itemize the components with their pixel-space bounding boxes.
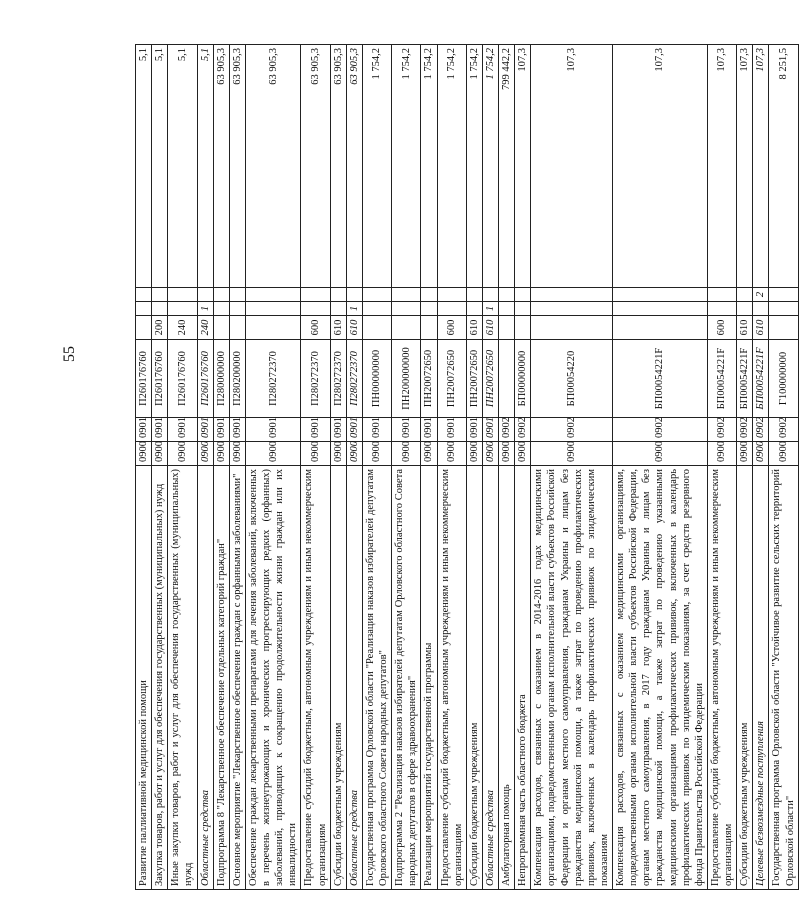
funding-subsource-cell — [499, 288, 515, 302]
row-name-cell: Целевые безвозмездные поступления — [753, 466, 769, 890]
amount-cell: 1 754,2 — [362, 45, 391, 288]
ministry-code-cell: 0900 — [168, 442, 197, 466]
ministry-code-cell: 0900 — [437, 442, 466, 466]
expense-type-cell: 610 — [346, 316, 362, 340]
section-code-cell: 0901 — [301, 418, 330, 442]
funding-source-cell — [168, 302, 197, 316]
ministry-code-cell: 0900 — [362, 442, 391, 466]
funding-subsource-cell — [515, 288, 531, 302]
table-row — [466, 45, 482, 890]
ministry-code-cell: 0900 — [769, 442, 798, 466]
expense-type-cell: 610 — [753, 316, 769, 340]
table-row — [229, 45, 245, 890]
amount-cell: 5,1 — [168, 45, 197, 288]
funding-subsource-cell — [769, 288, 798, 302]
row-name-cell: Закупка товаров, работ и услуг для обеспечения государственных (муниципальных) нужд — [152, 466, 168, 890]
budget-table — [135, 44, 799, 890]
target-article-cell: ПН20072650 — [466, 340, 482, 418]
expense-type-cell — [515, 316, 531, 340]
table-row — [346, 45, 362, 890]
row-name-cell: Амбулаторная помощь — [499, 466, 515, 890]
target-article-cell: Г100000000 — [769, 340, 798, 418]
target-article-cell: БП00054221F — [613, 340, 708, 418]
funding-subsource-cell — [437, 288, 466, 302]
table-row — [515, 45, 531, 890]
amount-cell: 1 754,2 — [482, 45, 498, 288]
expense-type-cell — [213, 316, 229, 340]
amount-cell: 107,3 — [707, 45, 736, 288]
funding-source-cell — [515, 302, 531, 316]
expense-type-cell — [421, 316, 437, 340]
funding-subsource-cell — [346, 288, 362, 302]
funding-source-cell — [737, 302, 753, 316]
target-article-cell — [499, 340, 515, 418]
expense-type-cell: 610 — [482, 316, 498, 340]
ministry-code-cell: 0900 — [499, 442, 515, 466]
funding-source-cell — [330, 302, 346, 316]
ministry-code-cell: 0900 — [421, 442, 437, 466]
funding-source-cell — [152, 302, 168, 316]
row-name-cell: Основное мероприятие "Лекарственное обеспечение граждан с орфанными заболеваниями" — [229, 466, 245, 890]
funding-source-cell — [753, 302, 769, 316]
section-code-cell: 0901 — [482, 418, 498, 442]
funding-source-cell — [421, 302, 437, 316]
funding-subsource-cell — [330, 288, 346, 302]
row-name-cell: Государственная программа Орловской области "Устойчивое развитие сельских территорий Орловской области" — [769, 466, 798, 890]
ministry-code-cell: 0900 — [229, 442, 245, 466]
funding-subsource-cell — [245, 288, 301, 302]
target-article-cell: П280000000 — [213, 340, 229, 418]
amount-cell: 107,3 — [753, 45, 769, 288]
expense-type-cell: 200 — [152, 316, 168, 340]
ministry-code-cell: 0900 — [346, 442, 362, 466]
table-row — [392, 45, 421, 890]
section-code-cell: 0901 — [466, 418, 482, 442]
funding-source-cell — [213, 302, 229, 316]
funding-source-cell — [531, 302, 613, 316]
target-article-cell: П280272370 — [346, 340, 362, 418]
target-article-cell: П280272370 — [301, 340, 330, 418]
row-name-cell: Областные средства — [482, 466, 498, 890]
ministry-code-cell: 0900 — [515, 442, 531, 466]
funding-source-cell — [136, 302, 152, 316]
section-code-cell: 0902 — [707, 418, 736, 442]
amount-cell: 107,3 — [737, 45, 753, 288]
table-row — [707, 45, 736, 890]
amount-cell: 5,1 — [136, 45, 152, 288]
table-row — [437, 45, 466, 890]
table-row — [737, 45, 753, 890]
row-name-cell: Субсидии бюджетным учреждениям — [330, 466, 346, 890]
funding-subsource-cell — [466, 288, 482, 302]
ministry-code-cell: 0900 — [136, 442, 152, 466]
ministry-code-cell: 0900 — [197, 442, 213, 466]
expense-type-cell: 610 — [330, 316, 346, 340]
table-row — [330, 45, 346, 890]
funding-subsource-cell — [152, 288, 168, 302]
ministry-code-cell: 0900 — [466, 442, 482, 466]
row-name-cell: Обеспечение граждан лекарственными препаратами для лечения заболеваний, включенных в перечень жизнеугрожающих и хронических прогрессирующих редких (орфанных) заболеваний, приводящих к сокращению продолжительности жизни граждан или их инвалидности — [245, 466, 301, 890]
amount-cell: 63 905,3 — [301, 45, 330, 288]
amount-cell: 5,1 — [152, 45, 168, 288]
table-row — [168, 45, 197, 890]
target-article-cell: ПН200000000 — [392, 340, 421, 418]
target-article-cell: П260176760 — [197, 340, 213, 418]
funding-source-cell — [301, 302, 330, 316]
amount-cell: 107,3 — [613, 45, 708, 288]
section-code-cell: 0901 — [245, 418, 301, 442]
table-row — [136, 45, 152, 890]
funding-subsource-cell — [301, 288, 330, 302]
row-name-cell: Компенсация расходов, связанных с оказанием в 2014-2016 годах медицинскими организациями, подведомственными органам исполнительной власти субъектов Российской Федерации и органам местного самоуправления, гражданам Украины и лицам без гражданства медицинской помощи, а также затрат по проведению профилактических прививок, включенных в календарь профилактических прививок по эпидемическим показаниям — [531, 466, 613, 890]
funding-source-cell — [392, 302, 421, 316]
funding-source-cell — [229, 302, 245, 316]
table-row — [213, 45, 229, 890]
target-article-cell: БП00054221F — [707, 340, 736, 418]
expense-type-cell: 240 — [168, 316, 197, 340]
section-code-cell: 0901 — [437, 418, 466, 442]
funding-subsource-cell — [482, 288, 498, 302]
funding-subsource-cell — [707, 288, 736, 302]
amount-cell: 1 754,2 — [437, 45, 466, 288]
expense-type-cell — [613, 316, 708, 340]
amount-cell: 8 251,5 — [769, 45, 798, 288]
amount-cell: 799 442,2 — [499, 45, 515, 288]
table-row — [421, 45, 437, 890]
amount-cell: 1 754,2 — [466, 45, 482, 288]
table-row — [613, 45, 708, 890]
section-code-cell: 0902 — [753, 418, 769, 442]
expense-type-cell — [136, 316, 152, 340]
row-name-cell: Субсидии бюджетным учреждениям — [737, 466, 753, 890]
amount-cell: 107,3 — [531, 45, 613, 288]
funding-subsource-cell — [531, 288, 613, 302]
row-name-cell: Подпрограмма 8 "Лекарственное обеспечение отдельных категорий граждан" — [213, 466, 229, 890]
amount-cell: 1 754,2 — [421, 45, 437, 288]
target-article-cell: П280272370 — [245, 340, 301, 418]
section-code-cell: 0901 — [213, 418, 229, 442]
expense-type-cell — [531, 316, 613, 340]
ministry-code-cell: 0900 — [330, 442, 346, 466]
expense-type-cell: 240 — [197, 316, 213, 340]
target-article-cell: П260176760 — [136, 340, 152, 418]
ministry-code-cell: 0900 — [613, 442, 708, 466]
target-article-cell: БП00000000 — [515, 340, 531, 418]
funding-source-cell — [245, 302, 301, 316]
section-code-cell: 0902 — [531, 418, 613, 442]
section-code-cell: 0901 — [330, 418, 346, 442]
section-code-cell: 0902 — [737, 418, 753, 442]
funding-source-cell — [362, 302, 391, 316]
table-row — [245, 45, 301, 890]
funding-subsource-cell — [362, 288, 391, 302]
section-code-cell: 0902 — [613, 418, 708, 442]
target-article-cell: БП00054220 — [531, 340, 613, 418]
expense-type-cell: 600 — [707, 316, 736, 340]
amount-cell: 63 905,3 — [213, 45, 229, 288]
table-row — [362, 45, 391, 890]
table-row — [152, 45, 168, 890]
target-article-cell: ПН00000000 — [362, 340, 391, 418]
row-name-cell: Развитие паллиативной медицинской помощи — [136, 466, 152, 890]
amount-cell: 63 905,3 — [346, 45, 362, 288]
row-name-cell: Государственная программа Орловской области "Реализация наказов избирателей депутатам Орловского областного Совета народных депутатов" — [362, 466, 391, 890]
amount-cell: 1 754,2 — [392, 45, 421, 288]
row-name-cell: Подпрограмма 2 "Реализация наказов избирателей депутатам Орловского областного Совета народных депутатов в сфере здравоохранения" — [392, 466, 421, 890]
funding-source-cell: 1 — [482, 302, 498, 316]
ministry-code-cell: 0900 — [245, 442, 301, 466]
expense-type-cell: 610 — [737, 316, 753, 340]
table-row — [301, 45, 330, 890]
expense-type-cell — [392, 316, 421, 340]
section-code-cell: 0901 — [346, 418, 362, 442]
rotated-budget-table — [135, 45, 796, 890]
amount-cell: 63 905,3 — [229, 45, 245, 288]
funding-subsource-cell — [229, 288, 245, 302]
ministry-code-cell: 0900 — [213, 442, 229, 466]
table-row — [482, 45, 498, 890]
funding-source-cell — [466, 302, 482, 316]
page-number: 55 — [61, 346, 78, 362]
row-name-cell: Субсидии бюджетным учреждениям — [466, 466, 482, 890]
amount-cell: 63 905,3 — [330, 45, 346, 288]
section-code-cell: 0901 — [229, 418, 245, 442]
table-row — [499, 45, 515, 890]
funding-source-cell — [769, 302, 798, 316]
section-code-cell: 0902 — [499, 418, 515, 442]
funding-subsource-cell — [421, 288, 437, 302]
row-name-cell: Областные средства — [197, 466, 213, 890]
ministry-code-cell: 0900 — [531, 442, 613, 466]
row-name-cell: Реализация мероприятий государственной программы — [421, 466, 437, 890]
funding-subsource-cell: 2 — [753, 288, 769, 302]
table-row — [197, 45, 213, 890]
row-name-cell: Компенсация расходов, связанных с оказанием медицинскими организациями, подведомственными органам исполнительной власти субъектов Российской Федерации, органам местного самоуправления, в 2017 году гражданам Украины и лицам без гражданства медицинской помощи, а также затрат по проведению указанными медицинскими организациями профилактических прививок, включенных в календарь профилактических прививок по эпидемическим показаниям, за счет средств резервного фонда Правительства Российской Федерации — [613, 466, 708, 890]
table-row — [531, 45, 613, 890]
target-article-cell: ПН20072650 — [437, 340, 466, 418]
funding-source-cell — [707, 302, 736, 316]
ministry-code-cell: 0900 — [301, 442, 330, 466]
funding-source-cell — [437, 302, 466, 316]
section-code-cell: 0902 — [769, 418, 798, 442]
row-name-cell: Иные закупки товаров, работ и услуг для обеспечения государственных (муниципальных) нужд — [168, 466, 197, 890]
table-row — [769, 45, 798, 890]
ministry-code-cell: 0900 — [152, 442, 168, 466]
funding-subsource-cell — [197, 288, 213, 302]
expense-type-cell — [499, 316, 515, 340]
row-name-cell: Областные средства — [346, 466, 362, 890]
table-row — [753, 45, 769, 890]
ministry-code-cell: 0900 — [392, 442, 421, 466]
amount-cell: 5,1 — [197, 45, 213, 288]
section-code-cell: 0901 — [168, 418, 197, 442]
expense-type-cell: 600 — [437, 316, 466, 340]
amount-cell: 107,3 — [515, 45, 531, 288]
section-code-cell: 0901 — [197, 418, 213, 442]
row-name-cell: Непрограммная часть областного бюджета — [515, 466, 531, 890]
expense-type-cell — [229, 316, 245, 340]
target-article-cell: БП00054221F — [753, 340, 769, 418]
expense-type-cell — [362, 316, 391, 340]
section-code-cell: 0901 — [362, 418, 391, 442]
expense-type-cell — [769, 316, 798, 340]
target-article-cell: П280200000 — [229, 340, 245, 418]
target-article-cell: П260176760 — [152, 340, 168, 418]
row-name-cell: Предоставление субсидий бюджетным, автономным учреждениям и иным некоммерческим организациям — [707, 466, 736, 890]
section-code-cell: 0901 — [152, 418, 168, 442]
section-code-cell: 0901 — [136, 418, 152, 442]
ministry-code-cell: 0900 — [753, 442, 769, 466]
target-article-cell: П260176760 — [168, 340, 197, 418]
ministry-code-cell: 0900 — [707, 442, 736, 466]
funding-subsource-cell — [613, 288, 708, 302]
expense-type-cell: 600 — [301, 316, 330, 340]
amount-cell: 63 905,3 — [245, 45, 301, 288]
target-article-cell: ПН20072650 — [421, 340, 437, 418]
section-code-cell: 0901 — [421, 418, 437, 442]
funding-subsource-cell — [168, 288, 197, 302]
row-name-cell: Предоставление субсидий бюджетным, автономным учреждениям и иным некоммерческим организациям — [301, 466, 330, 890]
section-code-cell: 0901 — [392, 418, 421, 442]
funding-source-cell: 1 — [197, 302, 213, 316]
row-name-cell: Предоставление субсидий бюджетным, автономным учреждениям и иным некоммерческим организациям — [437, 466, 466, 890]
ministry-code-cell: 0900 — [482, 442, 498, 466]
funding-source-cell — [613, 302, 708, 316]
funding-subsource-cell — [213, 288, 229, 302]
funding-subsource-cell — [136, 288, 152, 302]
target-article-cell: ПН20072650 — [482, 340, 498, 418]
funding-source-cell: 1 — [346, 302, 362, 316]
target-article-cell: П280272370 — [330, 340, 346, 418]
ministry-code-cell: 0900 — [737, 442, 753, 466]
expense-type-cell: 610 — [466, 316, 482, 340]
target-article-cell: БП00054221F — [737, 340, 753, 418]
budget-table-body — [136, 45, 799, 890]
funding-source-cell — [499, 302, 515, 316]
section-code-cell: 0902 — [515, 418, 531, 442]
funding-subsource-cell — [392, 288, 421, 302]
expense-type-cell — [245, 316, 301, 340]
funding-subsource-cell — [737, 288, 753, 302]
